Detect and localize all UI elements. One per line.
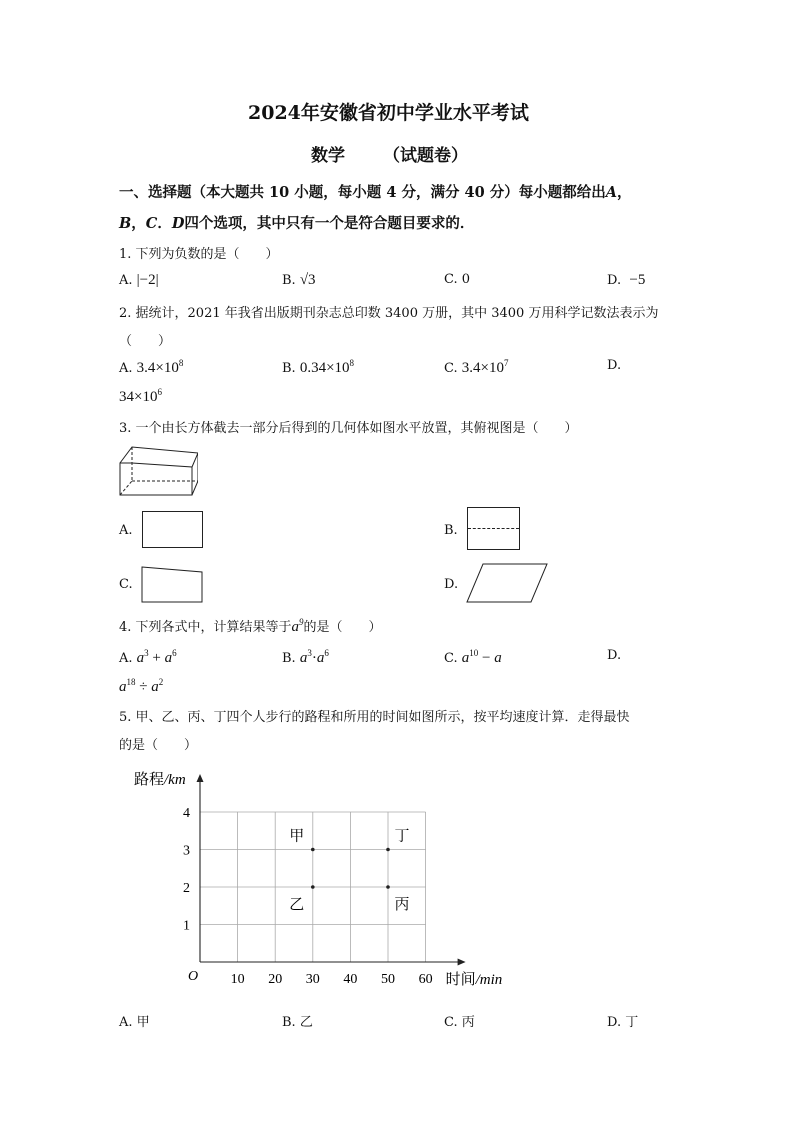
q5-a-label: A.	[119, 1015, 133, 1030]
q1-d-label: D.	[607, 273, 622, 288]
q3-option-b-dashed-line	[468, 528, 519, 529]
section-heading-option-b: B	[119, 215, 132, 232]
q4-stem-suffix: 的是（ ）	[303, 620, 382, 635]
q4-c-var2: a	[494, 650, 502, 666]
q4-c-var1: a	[461, 650, 470, 666]
section-heading-line2	[119, 212, 474, 233]
q5-stem-line1: 5. 甲、乙、丙、丁四个人步行的路程和所用的时间如图所示，按平均速度计算．走得最快	[119, 710, 630, 725]
q2-option-d	[119, 387, 162, 406]
q4-b-exp2: 6	[324, 648, 329, 658]
q4-b-exp1: 3	[307, 648, 312, 658]
q5-c-value: 丙	[461, 1015, 475, 1030]
q5-distance-time-chart	[120, 762, 520, 998]
q2-option-a	[119, 358, 183, 377]
q1-d-value: −5	[629, 272, 646, 288]
q4-stem-var: a	[291, 619, 300, 635]
q3-option-b-label: B.	[444, 523, 458, 538]
q4-d-exp2: 2	[158, 677, 164, 687]
y-axis-title	[134, 770, 186, 788]
q1-option-c	[444, 272, 470, 287]
q3-option-d-figure	[465, 562, 549, 604]
q2-b-exp: 8	[349, 358, 355, 368]
q2-c-exp: 7	[503, 358, 509, 368]
origin-label: O	[188, 969, 199, 984]
q5-option-a	[119, 1011, 150, 1030]
q1-c-value: 0	[461, 272, 471, 287]
q3-option-a-figure	[142, 511, 203, 548]
q5-option-c	[444, 1011, 475, 1030]
q1-stem: 1. 下列为负数的是（ ）	[119, 247, 279, 262]
q2-option-c	[444, 358, 508, 377]
y-tick-label: 1	[183, 918, 190, 934]
q4-a-exp2: 6	[172, 648, 177, 658]
y-tick-label: 3	[183, 843, 190, 859]
q4-stem-exp: 9	[299, 617, 304, 627]
q2-c-base: 3.4×10	[461, 360, 504, 376]
data-point-label: 丙	[394, 895, 410, 913]
q2-a-label: A.	[119, 361, 133, 376]
q4-d-exp1: 18	[126, 677, 136, 687]
q4-c-op: −	[478, 650, 495, 666]
q1-a-label: A.	[119, 273, 133, 288]
subject-label: 数学	[311, 146, 345, 166]
q5-option-b	[282, 1011, 313, 1030]
q4-a-var2: a	[164, 650, 173, 666]
q2-stem-line1: 2. 据统计，2021 年我省出版期刊杂志总印数 3400 万册，其中 3400 万用科学记数法表示为	[119, 306, 659, 321]
q3-solid-figure	[118, 441, 198, 499]
data-point-label: 乙	[289, 895, 305, 913]
q5-option-d	[607, 1011, 638, 1030]
q4-b-var2: a	[316, 650, 325, 666]
q3-option-c-label: C.	[119, 577, 133, 592]
q4-d-op: ÷	[135, 679, 152, 695]
q1-b-value: √3	[299, 272, 316, 288]
data-point	[311, 885, 315, 889]
q4-option-c	[444, 648, 502, 667]
q1-option-b	[282, 272, 316, 289]
solid-bottom-right-edge	[192, 481, 198, 495]
q1-b-label: B.	[282, 273, 296, 288]
section-heading-comma: ，	[617, 184, 632, 201]
q4-d-var1: a	[119, 679, 127, 695]
data-point-label: 甲	[289, 826, 305, 845]
solid-hidden-edges	[120, 447, 198, 495]
data-point-label: 丁	[394, 826, 410, 845]
q3-option-a-label: A.	[119, 523, 133, 538]
q3-option-c-figure	[140, 564, 204, 604]
q2-option-b	[282, 358, 354, 377]
y-axis-arrow	[197, 774, 204, 782]
q4-b-var1: a	[299, 650, 308, 666]
q5-d-label: D.	[607, 1015, 622, 1030]
chart-points	[289, 827, 409, 914]
q4-a-exp1: 3	[144, 648, 149, 658]
q3-option-d-label: D.	[444, 577, 459, 592]
q4-stem-prefix: 4. 下列各式中，计算结果等于	[119, 620, 292, 635]
q5-d-value: 丁	[625, 1015, 639, 1030]
q4-option-a	[119, 648, 177, 667]
q5-c-label: C.	[444, 1015, 458, 1030]
q2-a-base: 3.4×10	[136, 360, 179, 376]
q4-c-label: C.	[444, 651, 458, 666]
section-heading-prefix: 一、选择题（本大题共 10 小题，每小题 4 分，满分 40 分）每小题都给出	[119, 184, 606, 201]
q2-c-label: C.	[444, 361, 458, 376]
x-tick-label: 20	[268, 972, 283, 987]
q2-b-base: 0.34×10	[299, 360, 350, 376]
section-heading-option-c: C	[145, 215, 158, 232]
q4-option-d	[119, 677, 163, 696]
x-tick-label: 10	[230, 972, 245, 987]
data-point	[386, 885, 390, 889]
q4-option-b	[282, 648, 329, 667]
q5-b-value: 乙	[299, 1015, 313, 1030]
data-point	[311, 848, 315, 852]
q1-c-label: C.	[444, 272, 458, 287]
q4-b-op: ·	[311, 650, 317, 666]
q1-option-a	[119, 272, 159, 289]
section-heading-line1	[119, 181, 632, 202]
x-tick-label: 40	[343, 972, 358, 987]
y-tick-label: 4	[183, 806, 190, 821]
page-title: 2024年安徽省初中学业水平考试	[248, 102, 529, 124]
q2-d-base: 34×10	[119, 389, 158, 405]
q2-a-exp: 8	[178, 358, 184, 368]
x-axis-title-unit: /min	[475, 972, 503, 988]
q5-a-value: 甲	[136, 1015, 150, 1030]
y-tick-label: 2	[183, 881, 190, 896]
x-axis-title	[446, 970, 503, 988]
q3-stem: 3. 一个由长方体截去一部分后得到的几何体如图水平放置，其俯视图是（ ）	[119, 421, 578, 436]
solid-front-face	[120, 463, 192, 495]
data-point	[386, 848, 390, 852]
x-axis-title-text: 时间	[445, 970, 476, 988]
x-tick-label: 50	[381, 972, 395, 987]
y-axis-title-unit: /km	[164, 772, 186, 788]
q2-option-d-label: D.	[607, 358, 622, 373]
x-tick-label: 60	[418, 972, 433, 987]
q5-b-label: B.	[282, 1015, 296, 1030]
q3-option-d-shape	[467, 564, 547, 602]
q3-option-c-shape	[142, 567, 202, 602]
q4-a-var1: a	[136, 650, 145, 666]
x-axis-arrow	[458, 959, 466, 966]
q3-option-b-figure	[467, 507, 520, 550]
q4-stem	[119, 616, 382, 636]
section-heading-option-a: A	[605, 184, 617, 201]
section-heading-suffix: 四个选项，其中只有一个是符合题目要求的．	[184, 215, 475, 232]
q4-a-op: +	[148, 650, 165, 666]
q1-option-d	[607, 272, 645, 289]
q1-a-value: |−2|	[136, 272, 159, 288]
q5-stem-line2: 的是（ ）	[119, 738, 198, 753]
q4-c-exp1: 10	[469, 648, 479, 658]
q4-option-d-label: D.	[607, 648, 622, 663]
q4-b-label: B.	[282, 651, 296, 666]
x-tick-label: 30	[305, 972, 320, 987]
q4-a-label: A.	[119, 651, 133, 666]
paper-type-label: （试题卷）	[383, 146, 468, 166]
q4-d-var2: a	[151, 679, 159, 695]
q2-stem-line2: （ ）	[119, 334, 172, 349]
section-heading-sep2: ．	[157, 215, 172, 232]
section-heading-option-d: D	[171, 215, 185, 232]
y-axis-title-text: 路程	[134, 770, 165, 788]
section-heading-sep1: ，	[131, 215, 146, 232]
q2-d-exp: 6	[157, 387, 162, 397]
q2-b-label: B.	[282, 361, 296, 376]
